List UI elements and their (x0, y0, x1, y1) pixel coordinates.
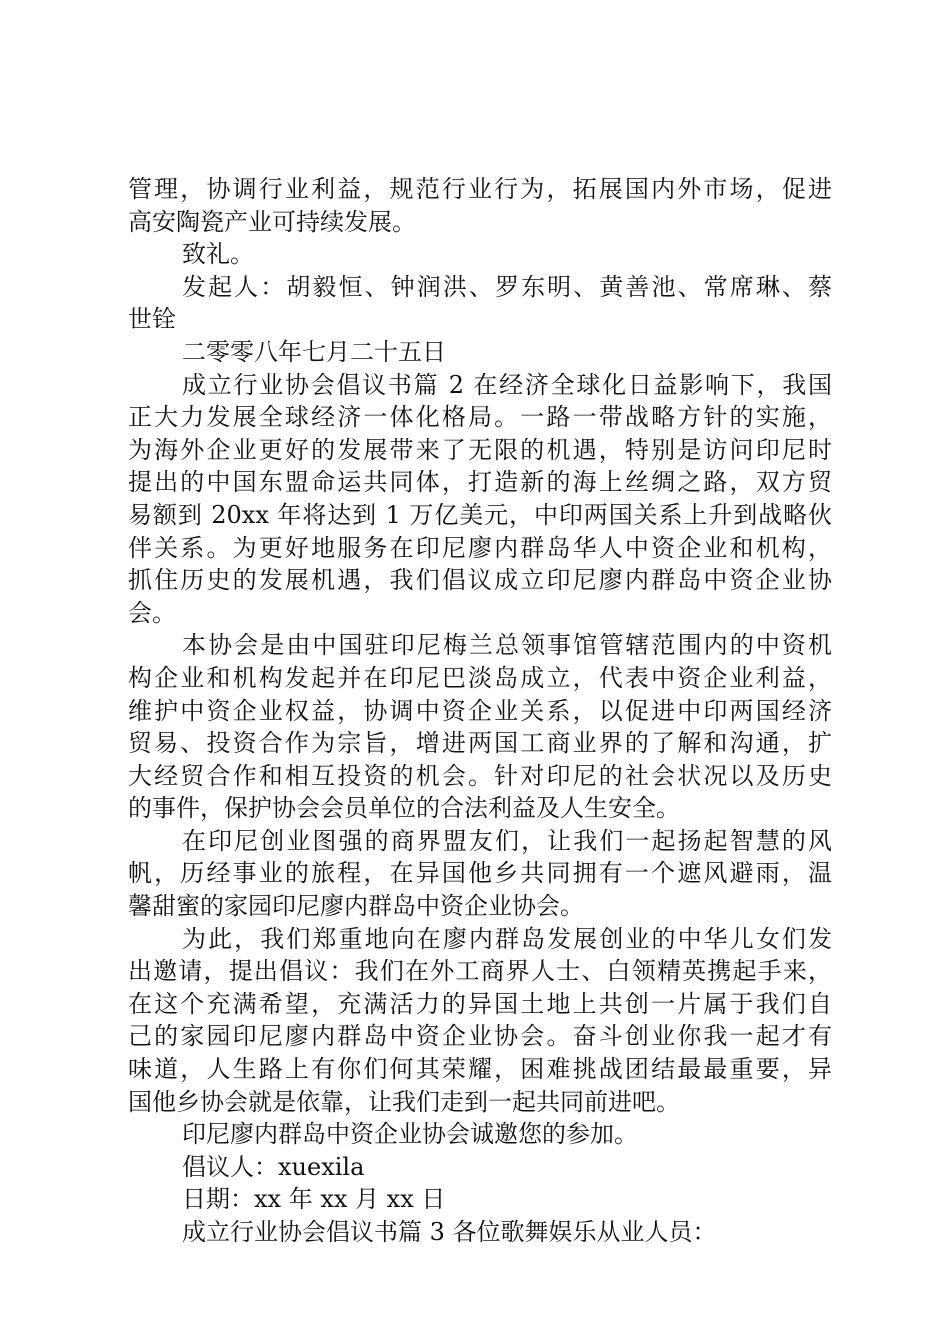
text-line: 会。 (128, 598, 176, 627)
text-line: 日期：xx 年 xx 月 xx 日 (182, 1185, 446, 1214)
text-line: 倡议人：xuexila (182, 1152, 365, 1181)
text-line: 提出的中国东盟命运共同体，打造新的海上丝绸之路，双方贸 (128, 468, 832, 497)
text-line: 构企业和机构发起并在印尼巴淡岛成立，代表中资企业利益， (128, 663, 832, 692)
text-line: 高安陶瓷产业可持续发展。 (128, 207, 416, 236)
text-line: 在这个充满希望，充满活力的异国土地上共创一片属于我们自 (128, 989, 832, 1018)
text-line: 本协会是由中国驻印尼梅兰总领事馆管辖范围内的中资机 (182, 631, 832, 660)
text-line: 正大力发展全球经济一体化格局。一路一带战略方针的实施， (128, 403, 832, 432)
text-line: 在印尼创业图强的商界盟友们，让我们一起扬起智慧的风 (182, 826, 832, 855)
text-line: 伴关系。为更好地服务在印尼廖内群岛华人中资企业和机构， (128, 533, 832, 562)
text-line: 成立行业协会倡议书篇 3 各位歌舞娱乐从业人员： (182, 1218, 717, 1246)
text-line: 的事件，保护协会会员单位的合法利益及人生安全。 (128, 794, 680, 823)
text-line: 己的家园印尼廖内群岛中资企业协会。奋斗创业你我一起才有 (128, 1022, 832, 1051)
text-line: 易额到 20xx 年将达到 1 万亿美元，中印两国关系上升到战略伙 (128, 500, 832, 529)
text-line: 出邀请，提出倡议：我们在外工商界人士、白领精英携起手来， (128, 957, 832, 986)
text-line: 味道，人生路上有你们何其荣耀，困难挑战团结最最重要，异 (128, 1055, 832, 1084)
text-line: 二零零八年七月二十五日 (182, 337, 446, 366)
text-line: 为海外企业更好的发展带来了无限的机遇，特别是访问印尼时 (128, 435, 832, 464)
text-line: 馨甜蜜的家园印尼廖内群岛中资企业协会。 (128, 892, 584, 921)
text-line: 抓住历史的发展机遇，我们倡议成立印尼廖内群岛中资企业协 (128, 566, 832, 595)
text-line: 国他乡协会就是依靠，让我们走到一起共同前进吧。 (128, 1087, 680, 1116)
text-line: 为此，我们郑重地向在廖内群岛发展创业的中华儿女们发 (182, 924, 832, 953)
text-line: 管理，协调行业利益，规范行业行为，拓展国内外市场，促进 (128, 175, 832, 203)
text-line: 成立行业协会倡议书篇 2 在经济全球化日益影响下，我国 (182, 370, 832, 399)
text-line: 大经贸合作和相互投资的机会。针对印尼的社会状况以及历史 (128, 761, 832, 790)
text-line: 致礼。 (182, 240, 254, 269)
text-line: 维护中资企业权益，协调中资企业关系，以促进中印两国经济 (128, 696, 832, 725)
text-line: 印尼廖内群岛中资企业协会诚邀您的参加。 (182, 1120, 638, 1149)
document-body (128, 173, 832, 1249)
text-line: 帆，历经事业的旅程，在异国他乡共同拥有一个遮风避雨，温 (128, 859, 832, 888)
text-line: 世铨 (128, 305, 176, 334)
text-line: 发起人：胡毅恒、钟润洪、罗东明、黄善池、常席琳、蔡 (182, 272, 832, 301)
text-line: 贸易、投资合作为宗旨，增进两国工商业界的了解和沟通，扩 (128, 729, 832, 758)
